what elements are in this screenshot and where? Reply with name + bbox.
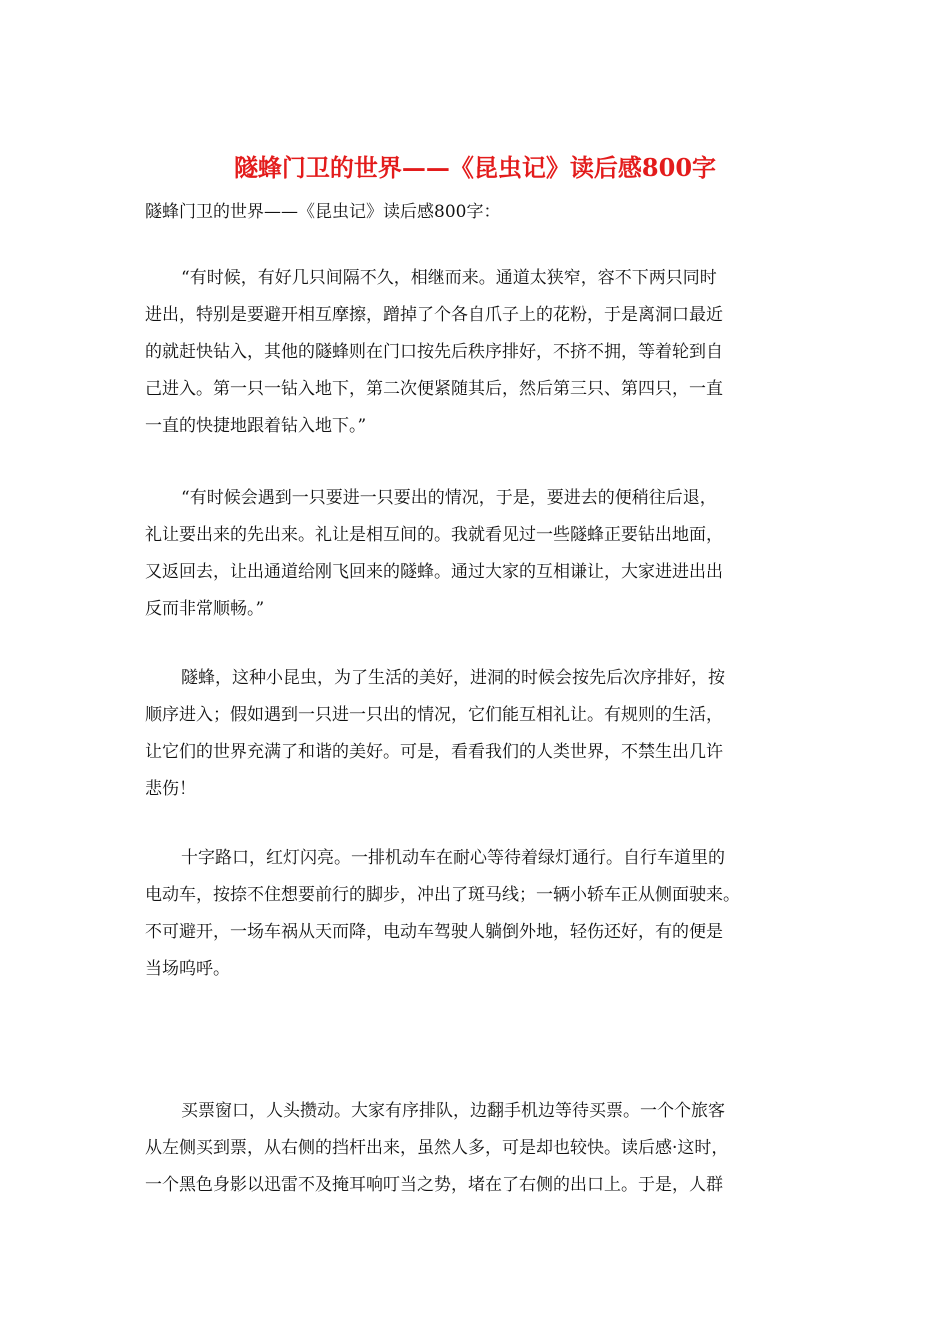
paragraph-line: 一个黑色身影以迅雷不及掩耳响叮当之势，堵在了右侧的出口上。于是，人群 <box>145 1175 723 1195</box>
paragraph-line: 己进入。第一只一钻入地下，第二次便紧随其后，然后第三只、第四只，一直 <box>145 379 723 399</box>
paragraph-line: 不可避开，一场车祸从天而降，电动车驾驶人躺倒外地，轻伤还好，有的便是 <box>145 922 723 942</box>
document-subtitle: 隧蜂门卫的世界——《昆虫记》读后感800字： <box>145 202 501 222</box>
paragraph-line: 进出，特别是要避开相互摩擦，蹭掉了个各自爪子上的花粉，于是离洞口最近 <box>145 305 723 325</box>
paragraph-line: 反而非常顺畅。” <box>145 599 265 619</box>
paragraph-line: 十字路口，红灯闪亮。一排机动车在耐心等待着绿灯通行。自行车道里的 <box>181 848 725 868</box>
paragraph-line: 悲伤！ <box>145 779 196 799</box>
paragraph-line: 电动车，按捺不住想要前行的脚步，冲出了斑马线；一辆小轿车正从侧面驶来。 <box>145 885 740 905</box>
paragraph-line: 让它们的世界充满了和谐的美好。可是，看看我们的人类世界，不禁生出几许 <box>145 742 723 762</box>
paragraph-line: “有时候，有好几只间隔不久，相继而来。通道太狭窄，容不下两只同时 <box>181 268 717 288</box>
paragraph-line: 一直的快捷地跟着钻入地下。” <box>145 416 367 436</box>
paragraph-line: 买票窗口，人头攒动。大家有序排队，边翻手机边等待买票。一个个旅客 <box>181 1101 725 1121</box>
document-title: 隧蜂门卫的世界——《昆虫记》读后感800字 <box>233 153 717 182</box>
paragraph-line: 当场呜呼。 <box>145 959 230 979</box>
paragraph-line: “有时候会遇到一只要进一只要出的情况，于是，要进去的便稍往后退， <box>181 488 717 508</box>
paragraph-line: 从左侧买到票，从右侧的挡杆出来，虽然人多，可是却也较快。读后感·这时， <box>145 1138 729 1158</box>
paragraph-line: 又返回去，让出通道给刚飞回来的隧蜂。通过大家的互相谦让，大家进进出出 <box>145 562 723 582</box>
paragraph-line: 顺序进入；假如遇到一只进一只出的情况，它们能互相礼让。有规则的生活， <box>145 705 723 725</box>
paragraph-line: 隧蜂，这种小昆虫，为了生活的美好，进洞的时候会按先后次序排好，按 <box>181 668 725 688</box>
paragraph-line: 礼让要出来的先出来。礼让是相互间的。我就看见过一些隧蜂正要钻出地面， <box>145 525 723 545</box>
paragraph-line: 的就赶快钻入，其他的隧蜂则在门口按先后秩序排好，不挤不拥，等着轮到自 <box>145 342 723 362</box>
paragraph-2 <box>145 480 825 628</box>
paragraph-5 <box>145 1093 825 1204</box>
paragraph-1 <box>145 260 825 445</box>
paragraph-4 <box>145 840 825 988</box>
paragraph-3 <box>145 660 825 808</box>
